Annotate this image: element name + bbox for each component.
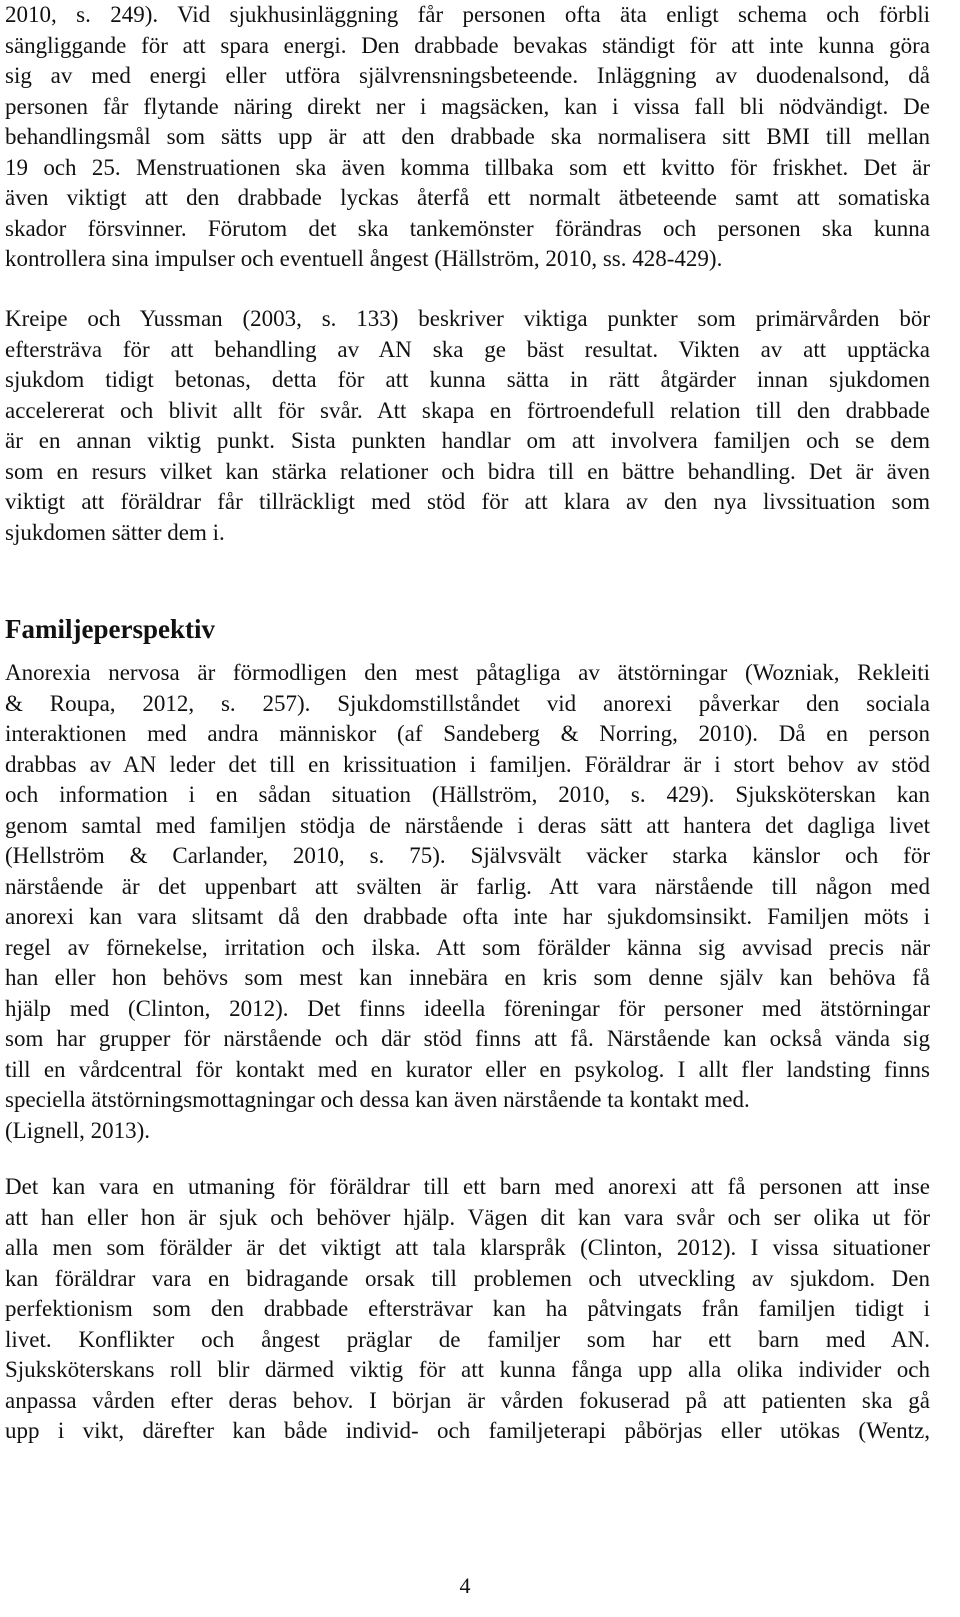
text-line: skador försvinner. Förutom det ska tankemönster förändras och personen ska kunna bbox=[5, 215, 930, 241]
text-line: till en vårdcentral för kontakt med en kurator eller en psykolog. I allt fler landsting finns bbox=[5, 1056, 930, 1082]
text-line: Sjuksköterskans roll blir därmed viktig för att kunna fånga upp alla olika individer och bbox=[5, 1357, 930, 1382]
text-line: sängliggande för att spara energi. Den drabbade bevakas ständigt för att inte kunna göra bbox=[5, 32, 930, 58]
text-line: (Lignell, 2013). bbox=[5, 1117, 150, 1143]
text-line: interaktionen med andra människor (af Sandeberg & Norring, 2010). Då en person bbox=[5, 721, 930, 746]
text-line: personen får flytande näring direkt ner i magsäcken, kan i vissa fall bli nödvändigt. De bbox=[5, 93, 930, 119]
section-heading: Familjeperspektiv bbox=[5, 614, 215, 644]
text-line: (Hellström & Carlander, 2010, s. 75). Självsvält väcker starka känslor och för bbox=[5, 843, 930, 868]
text-line: viktigt att föräldrar får tillräckligt med stöd för att klara av den nya livssituation som bbox=[5, 489, 930, 514]
text-line: anorexi kan vara slitsamt då den drabbade ofta inte har sjukdomsinsikt. Familjen möts i bbox=[5, 904, 930, 929]
paragraph-text bbox=[5, 0, 930, 275]
text-line: sig av med energi eller utföra självrensningsbeteende. Inläggning av duodenalsond, då bbox=[5, 63, 930, 88]
text-line: sjukdom tidigt betonas, detta för att kunna sätta in rätt åtgärder innan sjukdomen bbox=[5, 367, 930, 392]
text-line: speciella ätstörningsmottagningar och dessa kan även närstående ta kontakt med. bbox=[5, 1087, 750, 1112]
text-line: sjukdomen sätter dem i. bbox=[5, 519, 225, 545]
text-line: 19 och 25. Menstruationen ska även komma tillbaka som ett kvitto för friskhet. Det är bbox=[5, 154, 930, 180]
text-line: perfektionism som den drabbade eftersträvar kan ha påtvingats från familjen tidigt i bbox=[5, 1296, 930, 1321]
text-line: anpassa vården efter deras behov. I början är vården fokuserad på att patienten ska gå bbox=[5, 1387, 930, 1413]
text-line: alla men som förälder är det viktigt att tala klarspråk (Clinton, 2012). I vissa situationer bbox=[5, 1235, 930, 1260]
body-paragraph-1 bbox=[5, 0, 930, 275]
text-line: genom samtal med familjen stödja de närstående i deras sätt att hantera det dagliga livet bbox=[5, 812, 930, 838]
text-line: även viktigt att den drabbade lyckas återfå ett normalt ätbeteende samt att somatiska bbox=[5, 185, 930, 210]
text-line: hjälp med (Clinton, 2012). Det finns ideella föreningar för personer med ätstörningar bbox=[5, 995, 930, 1021]
text-line: Kreipe och Yussman (2003, s. 133) beskriver viktiga punkter som primärvården bör bbox=[5, 306, 930, 331]
text-line: behandlingsmål som sätts upp är att den drabbade ska normalisera sitt BMI till mellan bbox=[5, 124, 930, 149]
text-line: drabbas av AN leder det till en krissituation i familjen. Föräldrar är i stort behov av stöd bbox=[5, 751, 930, 777]
text-line: eftersträva för att behandling av AN ska ge bäst resultat. Vikten av att upptäcka bbox=[5, 336, 930, 362]
text-line: han eller hon behövs som mest kan innebära en kris som denne själv kan behöva få bbox=[5, 965, 930, 990]
section-paragraph-2 bbox=[5, 1172, 930, 1447]
text-line: kontrollera sina impulser och eventuell ångest (Hällström, 2010, ss. 428-429). bbox=[5, 246, 723, 271]
paragraph-text bbox=[5, 658, 930, 1146]
text-line: upp i vikt, därefter kan både individ- och familjeterapi påbörjas eller utökas (Wentz, bbox=[5, 1418, 930, 1443]
section-paragraph-1 bbox=[5, 658, 930, 1146]
text-line: accelererat och blivit allt för svår. Att skapa en förtroendefull relation till den drabbade bbox=[5, 397, 930, 423]
paragraph-text bbox=[5, 304, 930, 548]
text-line: som en resurs vilket kan stärka relationer och bidra till en bättre behandling. Det är även bbox=[5, 458, 930, 484]
body-paragraph-2 bbox=[5, 304, 930, 548]
text-line: & Roupa, 2012, s. 257). Sjukdomstillståndet vid anorexi påverkar den sociala bbox=[5, 690, 930, 716]
page-number: 4 bbox=[459, 1573, 471, 1598]
text-line: livet. Konflikter och ångest präglar de familjer som har ett barn med AN. bbox=[5, 1326, 930, 1352]
text-line: 2010, s. 249). Vid sjukhusinläggning får personen ofta äta enligt schema och förbli bbox=[5, 2, 930, 27]
text-line: regel av förnekelse, irritation och ilska. Att som förälder känna sig avvisad precis när bbox=[5, 934, 930, 960]
text-line: att han eller hon är sjuk och behöver hjälp. Vägen dit kan vara svår och ser olika ut för bbox=[5, 1204, 930, 1230]
text-line: Anorexia nervosa är förmodligen den mest påtagliga av ätstörningar (Wozniak, Rekleiti bbox=[5, 660, 930, 685]
text-line: närstående är det uppenbart att svälten är farlig. Att vara närstående till någon med bbox=[5, 873, 930, 899]
text-line: Det kan vara en utmaning för föräldrar till ett barn med anorexi att få personen att inse bbox=[5, 1174, 930, 1199]
text-line: och information i en sådan situation (Hällström, 2010, s. 429). Sjuksköterskan kan bbox=[5, 782, 930, 807]
text-line: som har grupper för närstående och där stöd finns att få. Närstående kan också vända sig bbox=[5, 1026, 930, 1051]
text-line: är en annan viktig punkt. Sista punkten handlar om att involvera familjen och se dem bbox=[5, 428, 930, 453]
paragraph-text bbox=[5, 1172, 930, 1447]
text-line: kan föräldrar vara en bidragande orsak till problemen och utveckling av sjukdom. Den bbox=[5, 1265, 930, 1291]
